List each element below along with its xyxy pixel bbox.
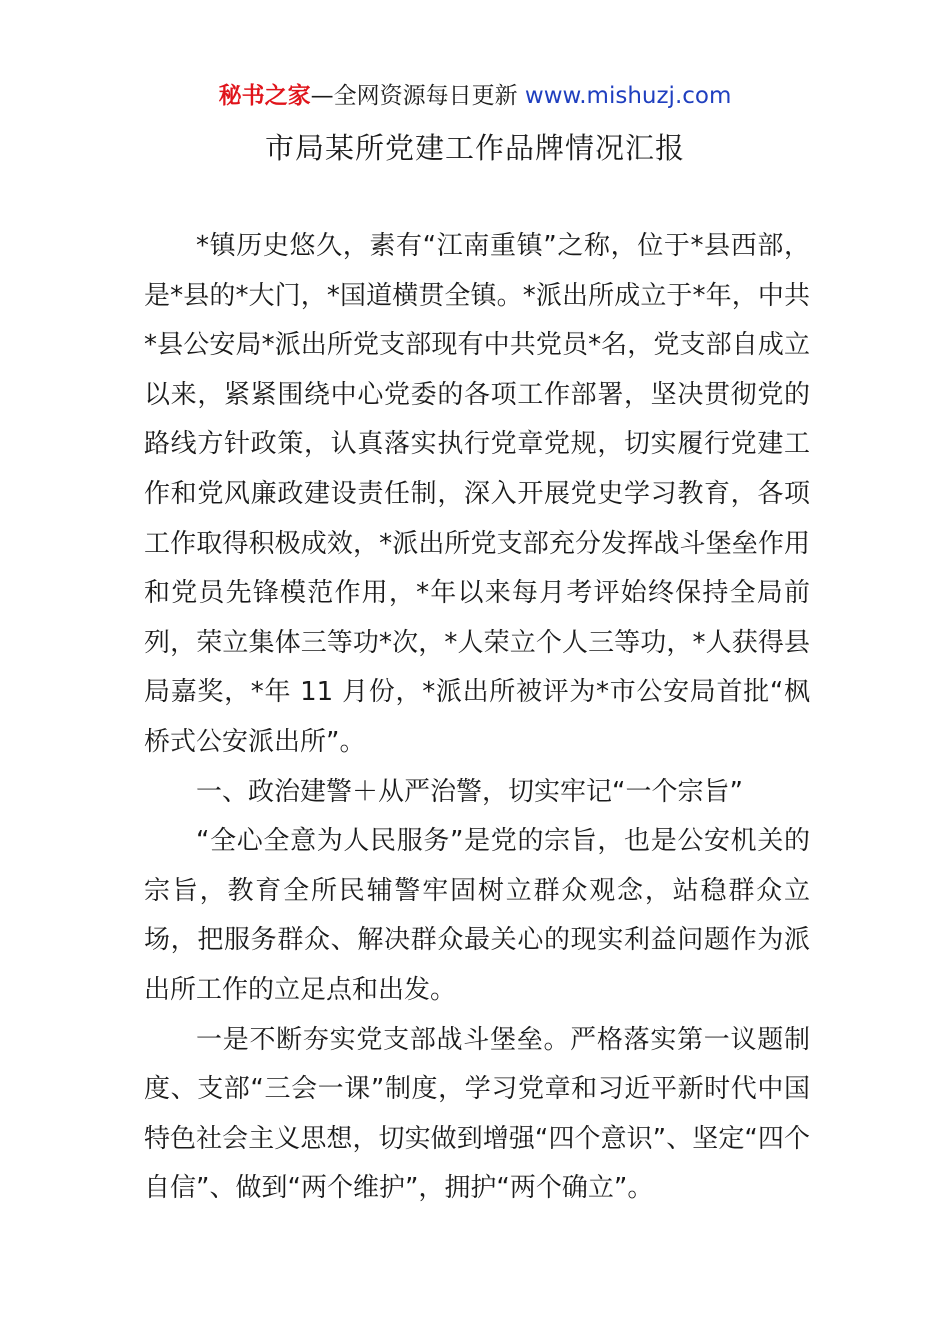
document-title: 市局某所党建工作品牌情况汇报 [264, 131, 685, 165]
site-brand: 秘书之家 [218, 83, 311, 109]
point-paragraph: 一是不断夯实党支部战斗堡垒。严格落实第一议题制度、支部“三会一课”制度，学习党章和习近平新时代中国特色社会主义思想，切实做到增强“四个意识”、坚定“四个自信”、做到“两个维护”，拥护“两个确立”。 [144, 1024, 810, 1204]
intro-paragraph: *镇历史悠久，素有“江南重镇”之称，位于*县西部，是*县的*大门，*国道横贯全镇。*派出所成立于*年，中共*县公安局*派出所党支部现有中共党员*名，党支部自成立以来，紧紧围绕中心党委的各项工作部署，坚决贯彻党的路线方针政策，认真落实执行党章党规，切实履行党建工作和党风廉政建设责任制，深入开展党史学习教育，各项工作取得积极成效，*派出所党支部充分发挥战斗堡垒作用和党员先锋模范作用，*年以来每月考评始终保持全局前列，荣立集体三等功*次，*人荣立个人三等功，*人获得县局嘉奖，*年 11 月份，*派出所被评为*市公安局首批“枫桥式公安派出所”。 [144, 231, 810, 757]
site-url-link[interactable]: www.mishuzj.com [524, 83, 732, 109]
section-paragraph: “全心全意为人民服务”是党的宗旨，也是公安机关的宗旨，教育全所民辅警牢固树立群众观念，站稳群众立场，把服务群众、解决群众最关心的现实利益问题作为派出所工作的立足点和出发。 [144, 826, 810, 1005]
section-heading: 一、政治建警＋从严治警，切实牢记“一个宗旨” [196, 776, 743, 807]
document-body [144, 222, 810, 1214]
site-header [0, 80, 950, 112]
site-tagline: —全网资源每日更新 [310, 83, 525, 109]
